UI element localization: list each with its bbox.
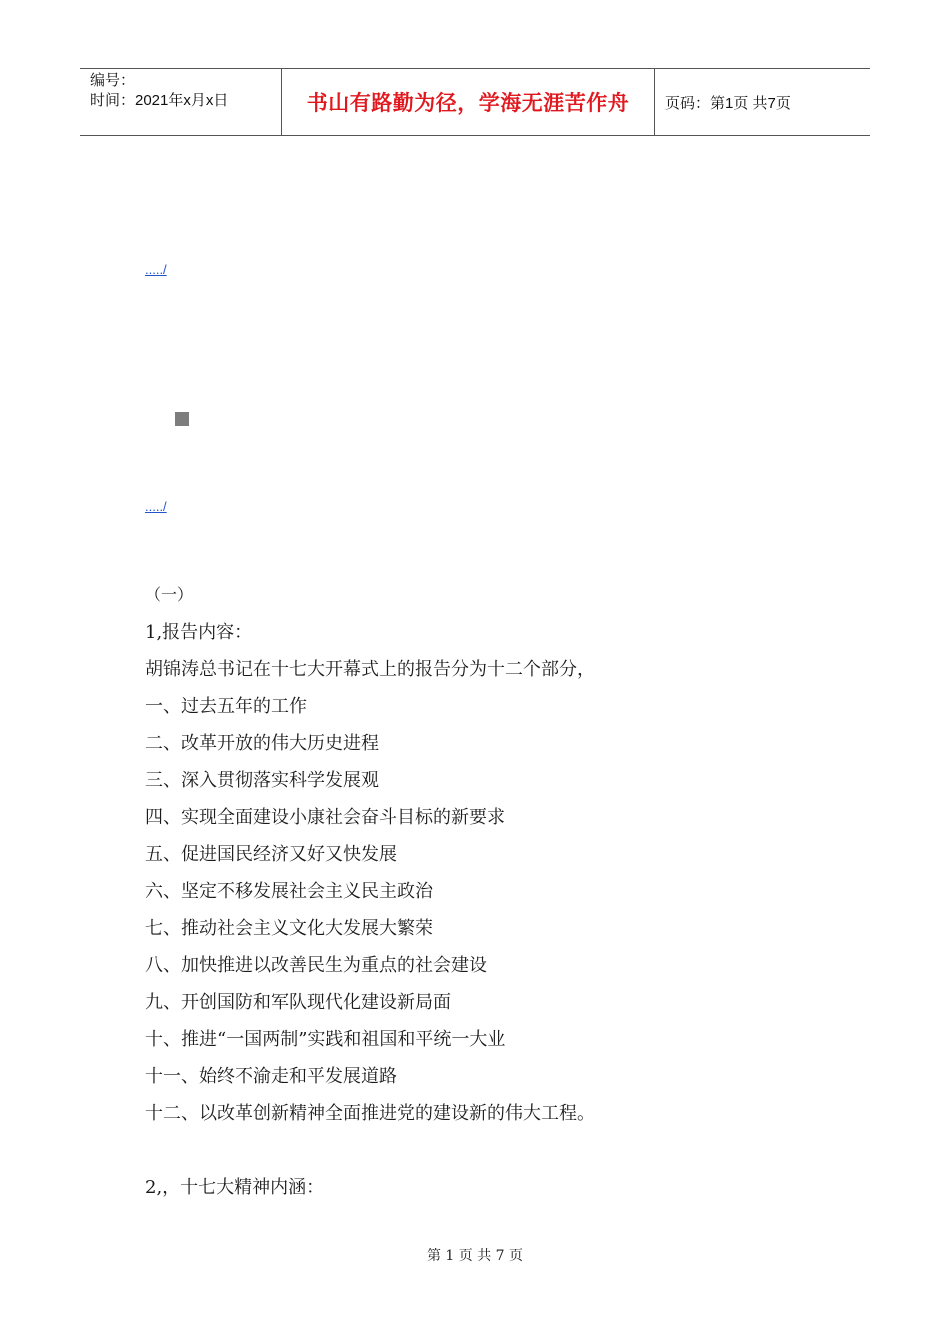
- heading-spirit-content: 2,，十七大精神内涵：: [145, 1177, 325, 1198]
- list-item: 二、改革开放的伟大历史进程: [145, 733, 379, 754]
- list-item: 十、推进“一国两制”实践和祖国和平统一大业: [145, 1029, 506, 1050]
- time-label: 时间：2021年x月x日: [90, 92, 229, 109]
- list-item: 七、推动社会主义文化大发展大繁荣: [145, 918, 433, 939]
- link-1[interactable]: ...../: [145, 262, 167, 277]
- page-footer: 第 1 页 共 7 页: [426, 1248, 524, 1264]
- link-2[interactable]: ...../: [145, 499, 167, 514]
- list-item: 八、加快推进以改善民生为重点的社会建设: [145, 955, 487, 976]
- section-marker: （一）: [145, 585, 194, 604]
- list-item: 五、促进国民经济又好又快发展: [145, 844, 397, 865]
- header-page-label: 页码：第1页 共7页: [665, 94, 791, 112]
- list-item: 十二、以改革创新精神全面推进党的建设新的伟大工程。: [145, 1103, 595, 1124]
- list-item: 十一、始终不渝走和平发展道路: [145, 1066, 397, 1087]
- number-label: 编号：: [90, 72, 136, 89]
- heading-report-content: 1,报告内容：: [145, 622, 253, 643]
- list-item: 三、深入贯彻落实科学发展观: [145, 770, 379, 791]
- list-item: 九、开创国防和军队现代化建设新局面: [145, 992, 451, 1013]
- header-meta: [80, 69, 282, 135]
- header-motto: 书山有路勤为径，学海无涯苦作舟: [282, 69, 655, 135]
- list-item: 六、坚定不移发展社会主义民主政治: [145, 881, 433, 902]
- list-item: 一、过去五年的工作: [145, 696, 307, 717]
- square-bullet-icon: [175, 412, 189, 426]
- list-item: 四、实现全面建设小康社会奋斗目标的新要求: [145, 807, 505, 828]
- page-header: [80, 68, 870, 136]
- intro-paragraph: 胡锦涛总书记在十七大开幕式上的报告分为十二个部分，: [145, 659, 595, 680]
